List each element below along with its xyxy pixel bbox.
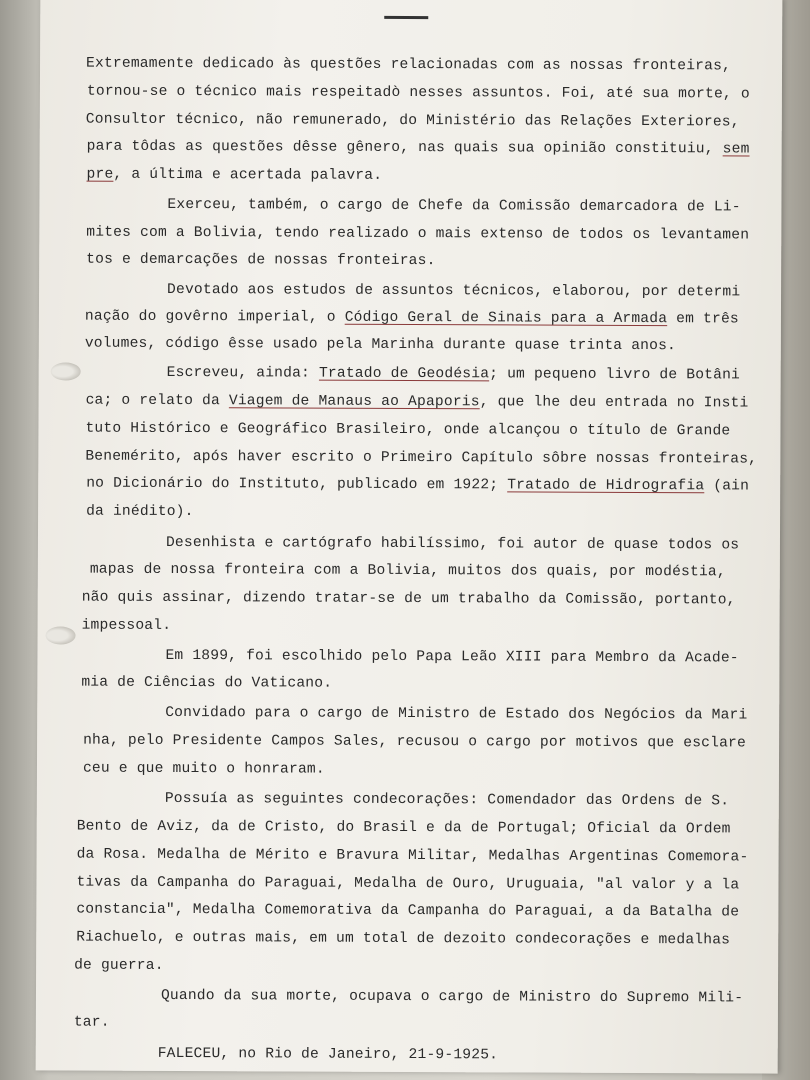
paper-sheet: [36, 0, 783, 1074]
text-segment: ca; o relato da: [85, 392, 229, 410]
text-segment: Benemérito, após haver escrito o Primeiro Capítulo sôbre nossas fronteiras,: [85, 448, 758, 468]
text-segment: Em 1899, foi escolhido pelo Papa Leão XIII para Membro da Acade-: [165, 647, 739, 667]
text-line: [77, 818, 731, 839]
text-line: [76, 874, 739, 895]
text-line: [161, 987, 743, 1008]
text-line: [83, 732, 746, 753]
underlined-title: Tratado de Geodésia: [318, 365, 490, 383]
text-line: [83, 760, 325, 779]
text-segment: tos e demarcações de nossas fronteiras.: [86, 251, 436, 270]
text-line: [87, 138, 750, 159]
text-line: [85, 335, 676, 356]
text-segment: Exerceu, também, o cargo de Chefe da Comissão demarcadora de Li-: [167, 196, 741, 216]
text-segment: Possuía as seguintes condecorações: Comendador das Ordens de S.: [164, 790, 730, 810]
text-segment: para tôdas as questões dêsse gênero, nas quais sua opinião constituiu,: [86, 138, 723, 158]
text-segment: tivas da Campanha do Paraguai, Medalha de Ouro, Uruguaia, "al valor y a la: [76, 874, 740, 894]
text-line: [81, 674, 332, 693]
text-line: [82, 589, 736, 610]
text-line: [165, 790, 729, 810]
text-segment: Desenhista e cartógrafo habilíssimo, foi autor de quase todos os: [165, 534, 740, 554]
text-segment: nha, pelo Presidente Campos Sales, recusou o cargo por motivos que esclare: [83, 732, 746, 752]
text-line: [85, 308, 739, 329]
underlined-title: Tratado de Hidrografia: [507, 477, 705, 495]
text-segment: Quando da sua morte, ocupava o cargo de Ministro do Supremo Mili-: [160, 987, 744, 1007]
text-line: [86, 55, 731, 76]
text-segment: no Dicionário do Instituto, publicado em 1922;: [86, 475, 508, 494]
text-segment: da Rosa. Medalha de Mérito e Bravura Militar, Medalhas Argentinas Comemora-: [76, 846, 749, 866]
text-line: [76, 929, 730, 950]
text-line: [86, 224, 749, 245]
text-segment: Convidado para o cargo de Ministro de Estado dos Negócios da Mari: [165, 704, 748, 724]
text-line: [82, 617, 172, 635]
text-segment: nação do govêrno imperial, o: [84, 308, 345, 326]
text-line: [167, 281, 740, 302]
text-segment: de guerra.: [74, 957, 164, 974]
text-line: [85, 420, 730, 441]
text-segment: Consultor técnico, não remunerado, do Ministério das Relações Exteriores,: [85, 111, 740, 131]
text-segment: (ain: [704, 478, 750, 495]
text-line: [166, 534, 739, 555]
text-line: [165, 704, 747, 725]
text-line: [90, 561, 726, 582]
text-line: [74, 957, 164, 975]
text-line: [74, 1014, 110, 1032]
text-segment: FALECEU, no Rio de Janeiro, 21-9-1925.: [157, 1045, 499, 1064]
text-line: [158, 1045, 498, 1064]
text-line: [87, 166, 383, 185]
text-segment: constancia", Medalha Comemorativa da Campanha do Paraguai, a da Batalha de: [76, 901, 740, 921]
text-segment: mapas de nossa fronteira com a Bolivia, muitos dos quais, por modéstia,: [89, 561, 726, 581]
text-segment: tornou-se o técnico mais respeitadò nesses assuntos. Foi, até sua morte, o: [86, 83, 750, 103]
text-segment: Devotado aos estudos de assuntos técnicos, elaborou, por determi: [167, 281, 741, 301]
text-line: [86, 503, 194, 521]
text-line: [167, 364, 740, 385]
underlined-title: Viagem de Manaus ao Apaporis: [228, 393, 480, 411]
text-segment: tuto Histórico e Geográfico Brasileiro, onde alcançou o título de Grande: [85, 420, 731, 440]
text-line: [167, 196, 740, 217]
text-segment: mites com a Bolivia, tendo realizado o mais extenso de todos os levantamen: [86, 224, 750, 244]
text-segment: da inédito).: [86, 503, 194, 521]
text-line: [86, 251, 435, 271]
text-line: [86, 111, 740, 132]
text-segment: ceu e que muito o honraram.: [82, 760, 325, 778]
text-segment: em três: [667, 311, 739, 328]
text-line: [86, 392, 749, 413]
text-segment: Extremamente dedicado às questões relacionadas com as nossas fronteiras,: [86, 55, 732, 75]
text-segment: mia de Ciências do Vaticano.: [81, 674, 333, 692]
text-segment: , que lhe deu entrada no Insti: [479, 394, 749, 412]
underlined-title: Código Geral de Sinais para a Armada: [344, 309, 668, 328]
text-line: [86, 475, 749, 496]
typewritten-text: [36, 0, 783, 1074]
text-line: [85, 448, 757, 469]
text-line: [87, 83, 750, 104]
text-segment: ; um pequeno livro de Botâni: [489, 366, 741, 384]
text-segment: volumes, código êsse usado pela Marinha durante quase trinta anos.: [84, 335, 677, 355]
text-segment: não quis assinar, dizendo tratar-se de um trabalho da Comissão, portanto,: [81, 589, 736, 609]
text-segment: tar.: [73, 1014, 110, 1031]
text-segment: , a última e acertada palavra.: [113, 166, 383, 184]
underlined-title: pre: [86, 166, 114, 183]
text-segment: Bento de Aviz, da de Cristo, do Brasil e da de Portugal; Oficial da Ordem: [76, 818, 731, 838]
text-line: [76, 901, 739, 922]
text-segment: impessoal.: [81, 617, 172, 634]
text-line: [165, 647, 738, 668]
text-segment: Riachuelo, e outras mais, em um total de dezoito condecorações e medalhas: [76, 929, 731, 949]
text-segment: Escreveu, ainda:: [166, 364, 320, 382]
text-line: [77, 846, 749, 867]
underlined-title: sem: [722, 141, 750, 158]
